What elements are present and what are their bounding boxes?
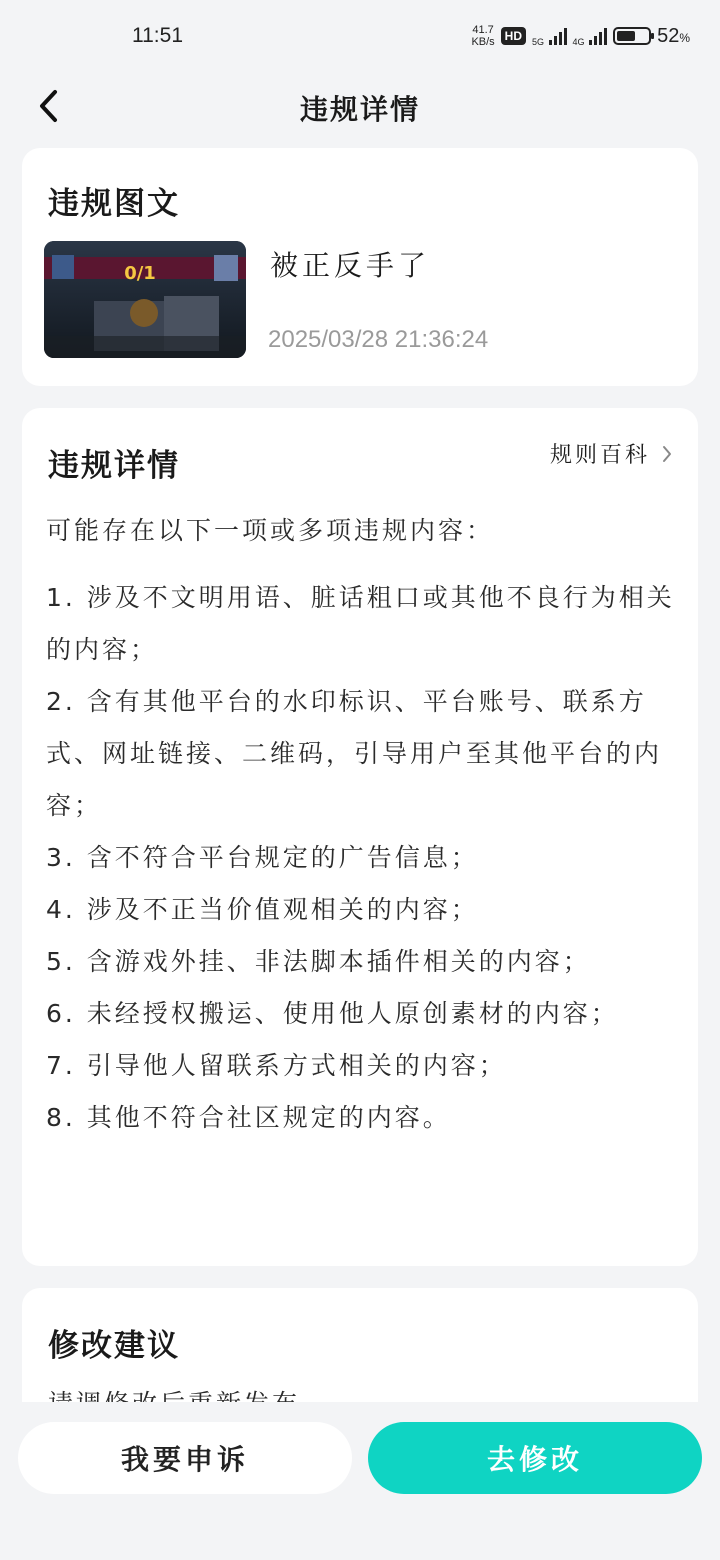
rule-item: 1. 涉及不文明用语、脏话粗口或其他不良行为相关的内容； [46, 583, 675, 664]
signal-4g-icon [573, 25, 608, 47]
rule-item: 5. 含游戏外挂、非法脚本插件相关的内容； [46, 947, 591, 976]
signal-4g-label: 4G [572, 37, 585, 47]
violation-rules-list [46, 572, 686, 1144]
rule-item: 4. 涉及不正当价值观相关的内容； [46, 895, 479, 924]
hd-icon: HD [501, 27, 526, 45]
rules-wiki-label: 规则百科 [549, 443, 650, 468]
rule-item: 2. 含有其他平台的水印标识、平台账号、联系方式、网址链接、二维码，引导用户至其他平台的内容； [46, 687, 663, 820]
status-time: 11:51 [132, 24, 183, 47]
status-icons [471, 24, 690, 48]
rule-item: 8. 其他不符合社区规定的内容。 [46, 1103, 451, 1132]
network-speed-value: 41.7 [472, 24, 494, 36]
network-speed-unit: KB/s [471, 36, 495, 48]
post-thumbnail[interactable] [44, 241, 246, 358]
rules-wiki-link[interactable] [550, 438, 672, 469]
bottom-action-bar [0, 1402, 720, 1560]
rule-item: 6. 未经授权搬运、使用他人原创素材的内容； [46, 999, 619, 1028]
page-title: 违规详情 [299, 93, 420, 126]
violation-detail-card [22, 408, 698, 1266]
rule-item: 3. 含不符合平台规定的广告信息； [46, 843, 479, 872]
rule-item: 7. 引导他人留联系方式相关的内容； [46, 1051, 507, 1080]
svg-text:0/1: 0/1 [124, 263, 156, 284]
detail-card-title: 违规详情 [48, 448, 180, 484]
status-bar [0, 0, 720, 76]
appeal-button[interactable]: 我要申诉 [18, 1422, 352, 1494]
network-speed [471, 24, 494, 48]
post-text: 被正反手了 [270, 249, 431, 282]
suggestion-card-title: 修改建议 [48, 1328, 180, 1364]
battery-percent: 52% [657, 24, 690, 47]
post-card [22, 148, 698, 386]
violation-intro: 可能存在以下一项或多项违规内容： [46, 516, 495, 545]
post-date: 2025/03/28 21:36:24 [268, 326, 489, 353]
nav-bar [0, 76, 720, 136]
edit-button[interactable]: 去修改 [368, 1422, 702, 1494]
chevron-right-icon [662, 445, 672, 463]
signal-5g-icon [532, 25, 567, 47]
signal-5g-label: 5G [532, 37, 545, 47]
post-card-title: 违规图文 [48, 186, 180, 222]
battery-icon [613, 27, 651, 45]
